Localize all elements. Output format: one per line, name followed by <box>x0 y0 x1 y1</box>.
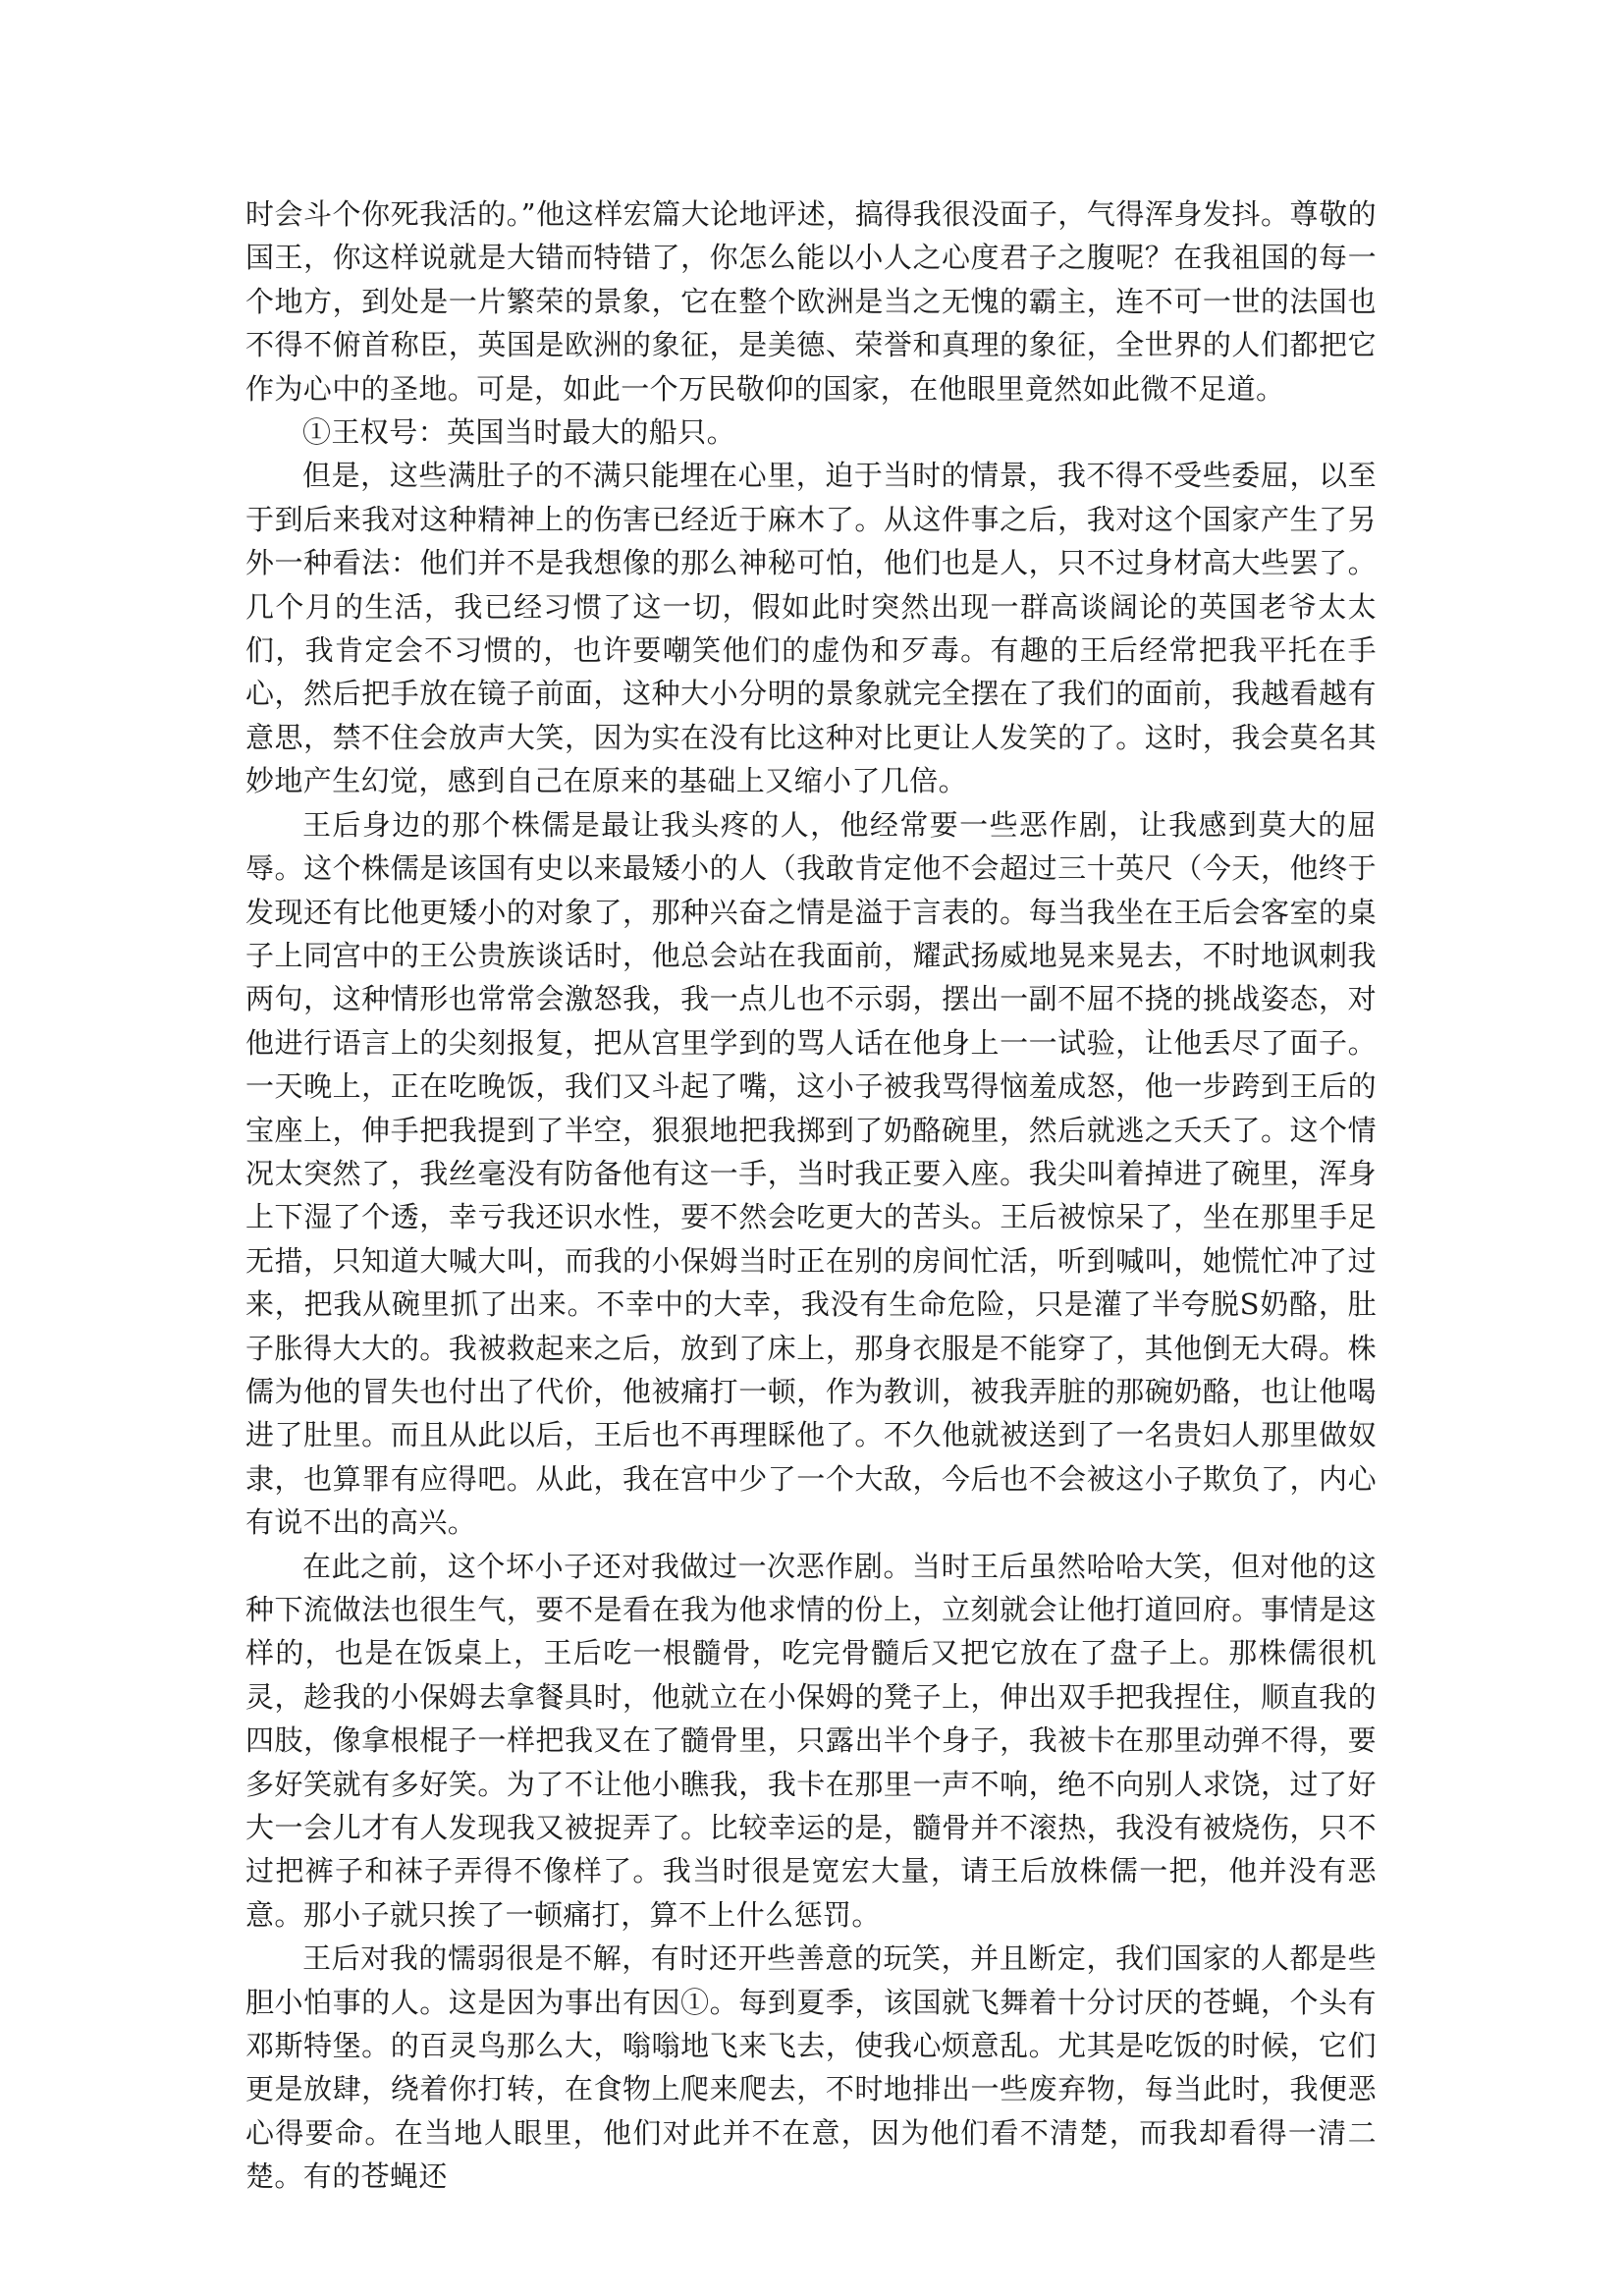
paragraph-6: 王后对我的懦弱很是不解，有时还开些善意的玩笑，并且断定，我们国家的人都是些胆小怕事的人。这是因为事出有因①。每到夏季，该国就飞舞着十分讨厌的苍蝇，个头有邓斯特堡。的百灵鸟那么大，嗡嗡地飞来飞去，使我心烦意乱。尤其是吃饭的时候，它们更是放肆，绕着你打转，在食物上爬来爬去，不时地排出一些废弃物，每当此时，我便恶心得要命。在当地人眼里，他们对此并不在意，因为他们看不清楚，而我却看得一清二楚。有的苍蝇还 <box>245 1941 1377 2194</box>
paragraph-5: 在此之前，这个坏小子还对我做过一次恶作剧。当时王后虽然哈哈大笑，但对他的这种下流做法也很生气，要不是看在我为他求情的份上，立刻就会让他打道回府。事情是这样的，也是在饭桌上，王后吃一根髓骨，吃完骨髓后又把它放在了盘子上。那株儒很机灵，趁我的小保姆去拿餐具时，他就立在小保姆的凳子上，伸出双手把我捏住，顺直我的四肢，像拿根棍子一样把我叉在了髓骨里，只露出半个身子，我被卡在那里动弹不得，要多好笑就有多好笑。为了不让他小瞧我，我卡在那里一声不响，绝不向别人求饶，过了好大一会儿才有人发现我又被捉弄了。比较幸运的是，髓骨并不滚热，我没有被烧伤，只不过把裤子和袜子弄得不像样了。我当时很是宽宏大量，请王后放株儒一把，他并没有恶意。那小子就只挨了一顿痛打，算不上什么惩罚。 <box>245 1549 1377 1932</box>
paragraph-3: 但是，这些满肚子的不满只能埋在心里，迫于当时的情景，我不得不受些委屈，以至于到后来我对这种精神上的伤害已经近于麻木了。从这件事之后，我对这个国家产生了另外一种看法：他们并不是我想像的那么神秘可怕，他们也是人，只不过身材高大些罢了。几个月的生活，我已经习惯了这一切，假如此时突然出现一群高谈阔论的英国老爷太太们，我肯定会不习惯的，也许要嘲笑他们的虚伪和歹毒。有趣的王后经常把我平托在手心，然后把手放在镜子前面，这种大小分明的景象就完全摆在了我们的面前，我越看越有意思，禁不住会放声大笑，因为实在没有比这种对比更让人发笑的了。这时，我会莫名其妙地产生幻觉，感到自己在原来的基础上又缩小了几倍。 <box>245 459 1377 798</box>
paragraph-1: 时会斗个你死我活的。”他这样宏篇大论地评述，搞得我很没面子，气得浑身发抖。尊敬的国王，你这样说就是大错而特错了，你怎么能以小人之心度君子之腹呢？在我祖国的每一个地方，到处是一片繁荣的景象，它在整个欧洲是当之无愧的霸主，连不可一世的法国也不得不俯首称臣，英国是欧洲的象征，是美德、荣誉和真理的象征，全世界的人们都把它作为心中的圣地。可是，如此一个万民敬仰的国家，在他眼里竟然如此微不足道。 <box>245 197 1377 406</box>
body-text <box>245 192 1377 2199</box>
paragraph-4: 王后身边的那个株儒是最让我头疼的人，他经常要一些恶作剧，让我感到莫大的屈辱。这个株儒是该国有史以来最矮小的人（我敢肯定他不会超过三十英尺（今天，他终于发现还有比他更矮小的对象了，那种兴奋之情是溢于言表的。每当我坐在王后会客室的桌子上同宫中的王公贵族谈话时，他总会站在我面前，耀武扬威地晃来晃去，不时地讽刺我两句，这种情形也常常会激怒我，我一点儿也不示弱，摆出一副不屈不挠的挑战姿态，对他进行语言上的尖刻报复，把从宫里学到的骂人话在他身上一一试验，让他丢尽了面子。一天晚上，正在吃晚饭，我们又斗起了嘴，这小子被我骂得恼羞成怒，他一步跨到王后的宝座上，伸手把我提到了半空，狠狠地把我掷到了奶酪碗里，然后就逃之夭夭了。这个情况太突然了，我丝毫没有防备他有这一手，当时我正要入座。我尖叫着掉进了碗里，浑身上下湿了个透，幸亏我还识水性，要不然会吃更大的苦头。王后被惊呆了，坐在那里手足无措，只知道大喊大叫，而我的小保姆当时正在别的房间忙活，听到喊叫，她慌忙冲了过来，把我从碗里抓了出来。不幸中的大幸，我没有生命危险，只是灌了半夸脱S奶酪，肚子胀得大大的。我被救起来之后，放到了床上，那身衣服是不能穿了，其他倒无大碍。株儒为他的冒失也付出了代价，他被痛打一顿，作为教训，被我弄脏的那碗奶酪，也让他喝进了肚里。而且从此以后，王后也不再理睬他了。不久他就被送到了一名贵妇人那里做奴隶，也算罪有应得吧。从此，我在宫中少了一个大敌，今后也不会被这小子欺负了，内心有说不出的高兴。 <box>245 807 1377 1540</box>
footnote-paragraph: ①王权号：英国当时最大的船只。 <box>302 415 736 450</box>
